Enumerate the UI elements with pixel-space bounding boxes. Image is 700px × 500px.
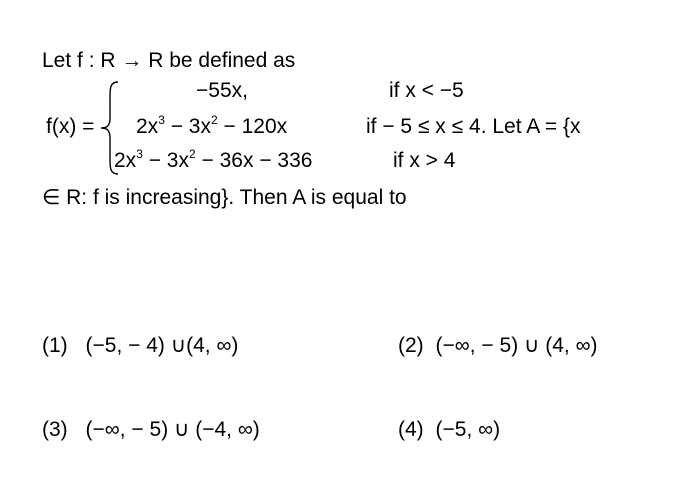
case-1-expression: −55x,: [196, 79, 248, 102]
question-continuation: ∈ R: f is increasing}. Then A is equal to: [42, 186, 407, 209]
option-1[interactable]: [42, 335, 238, 356]
option-2[interactable]: [398, 335, 598, 356]
option-4-label: (4): [398, 418, 424, 441]
option-3-label: (3): [42, 418, 68, 441]
function-label: f(x) =: [46, 115, 95, 138]
option-1-label: (1): [42, 334, 68, 357]
case-1-condition: if x < −5: [389, 79, 464, 102]
option-4[interactable]: [398, 419, 500, 440]
option-2-label: (2): [398, 334, 424, 357]
option-1-value: (−5, − 4) ∪(4, ∞): [85, 334, 239, 357]
question-intro: Let f : R → R be defined as: [42, 49, 296, 72]
case-3-expression: $2x^3 - 3x^2 - 36x - 336$: [114, 147, 313, 172]
case-3-condition: if x > 4: [393, 149, 456, 172]
case-2-expression: $2x^3 - 3x^2 - 120x$: [136, 113, 288, 138]
option-4-value: (−5, ∞): [435, 418, 501, 441]
option-2-value: (−∞, − 5) ∪ (4, ∞): [435, 334, 598, 357]
option-3[interactable]: [42, 419, 260, 440]
case-2-condition: if − 5 ≤ x ≤ 4. Let A = {x: [366, 115, 581, 138]
option-3-value: (−∞, − 5) ∪ (−4, ∞): [85, 418, 260, 441]
